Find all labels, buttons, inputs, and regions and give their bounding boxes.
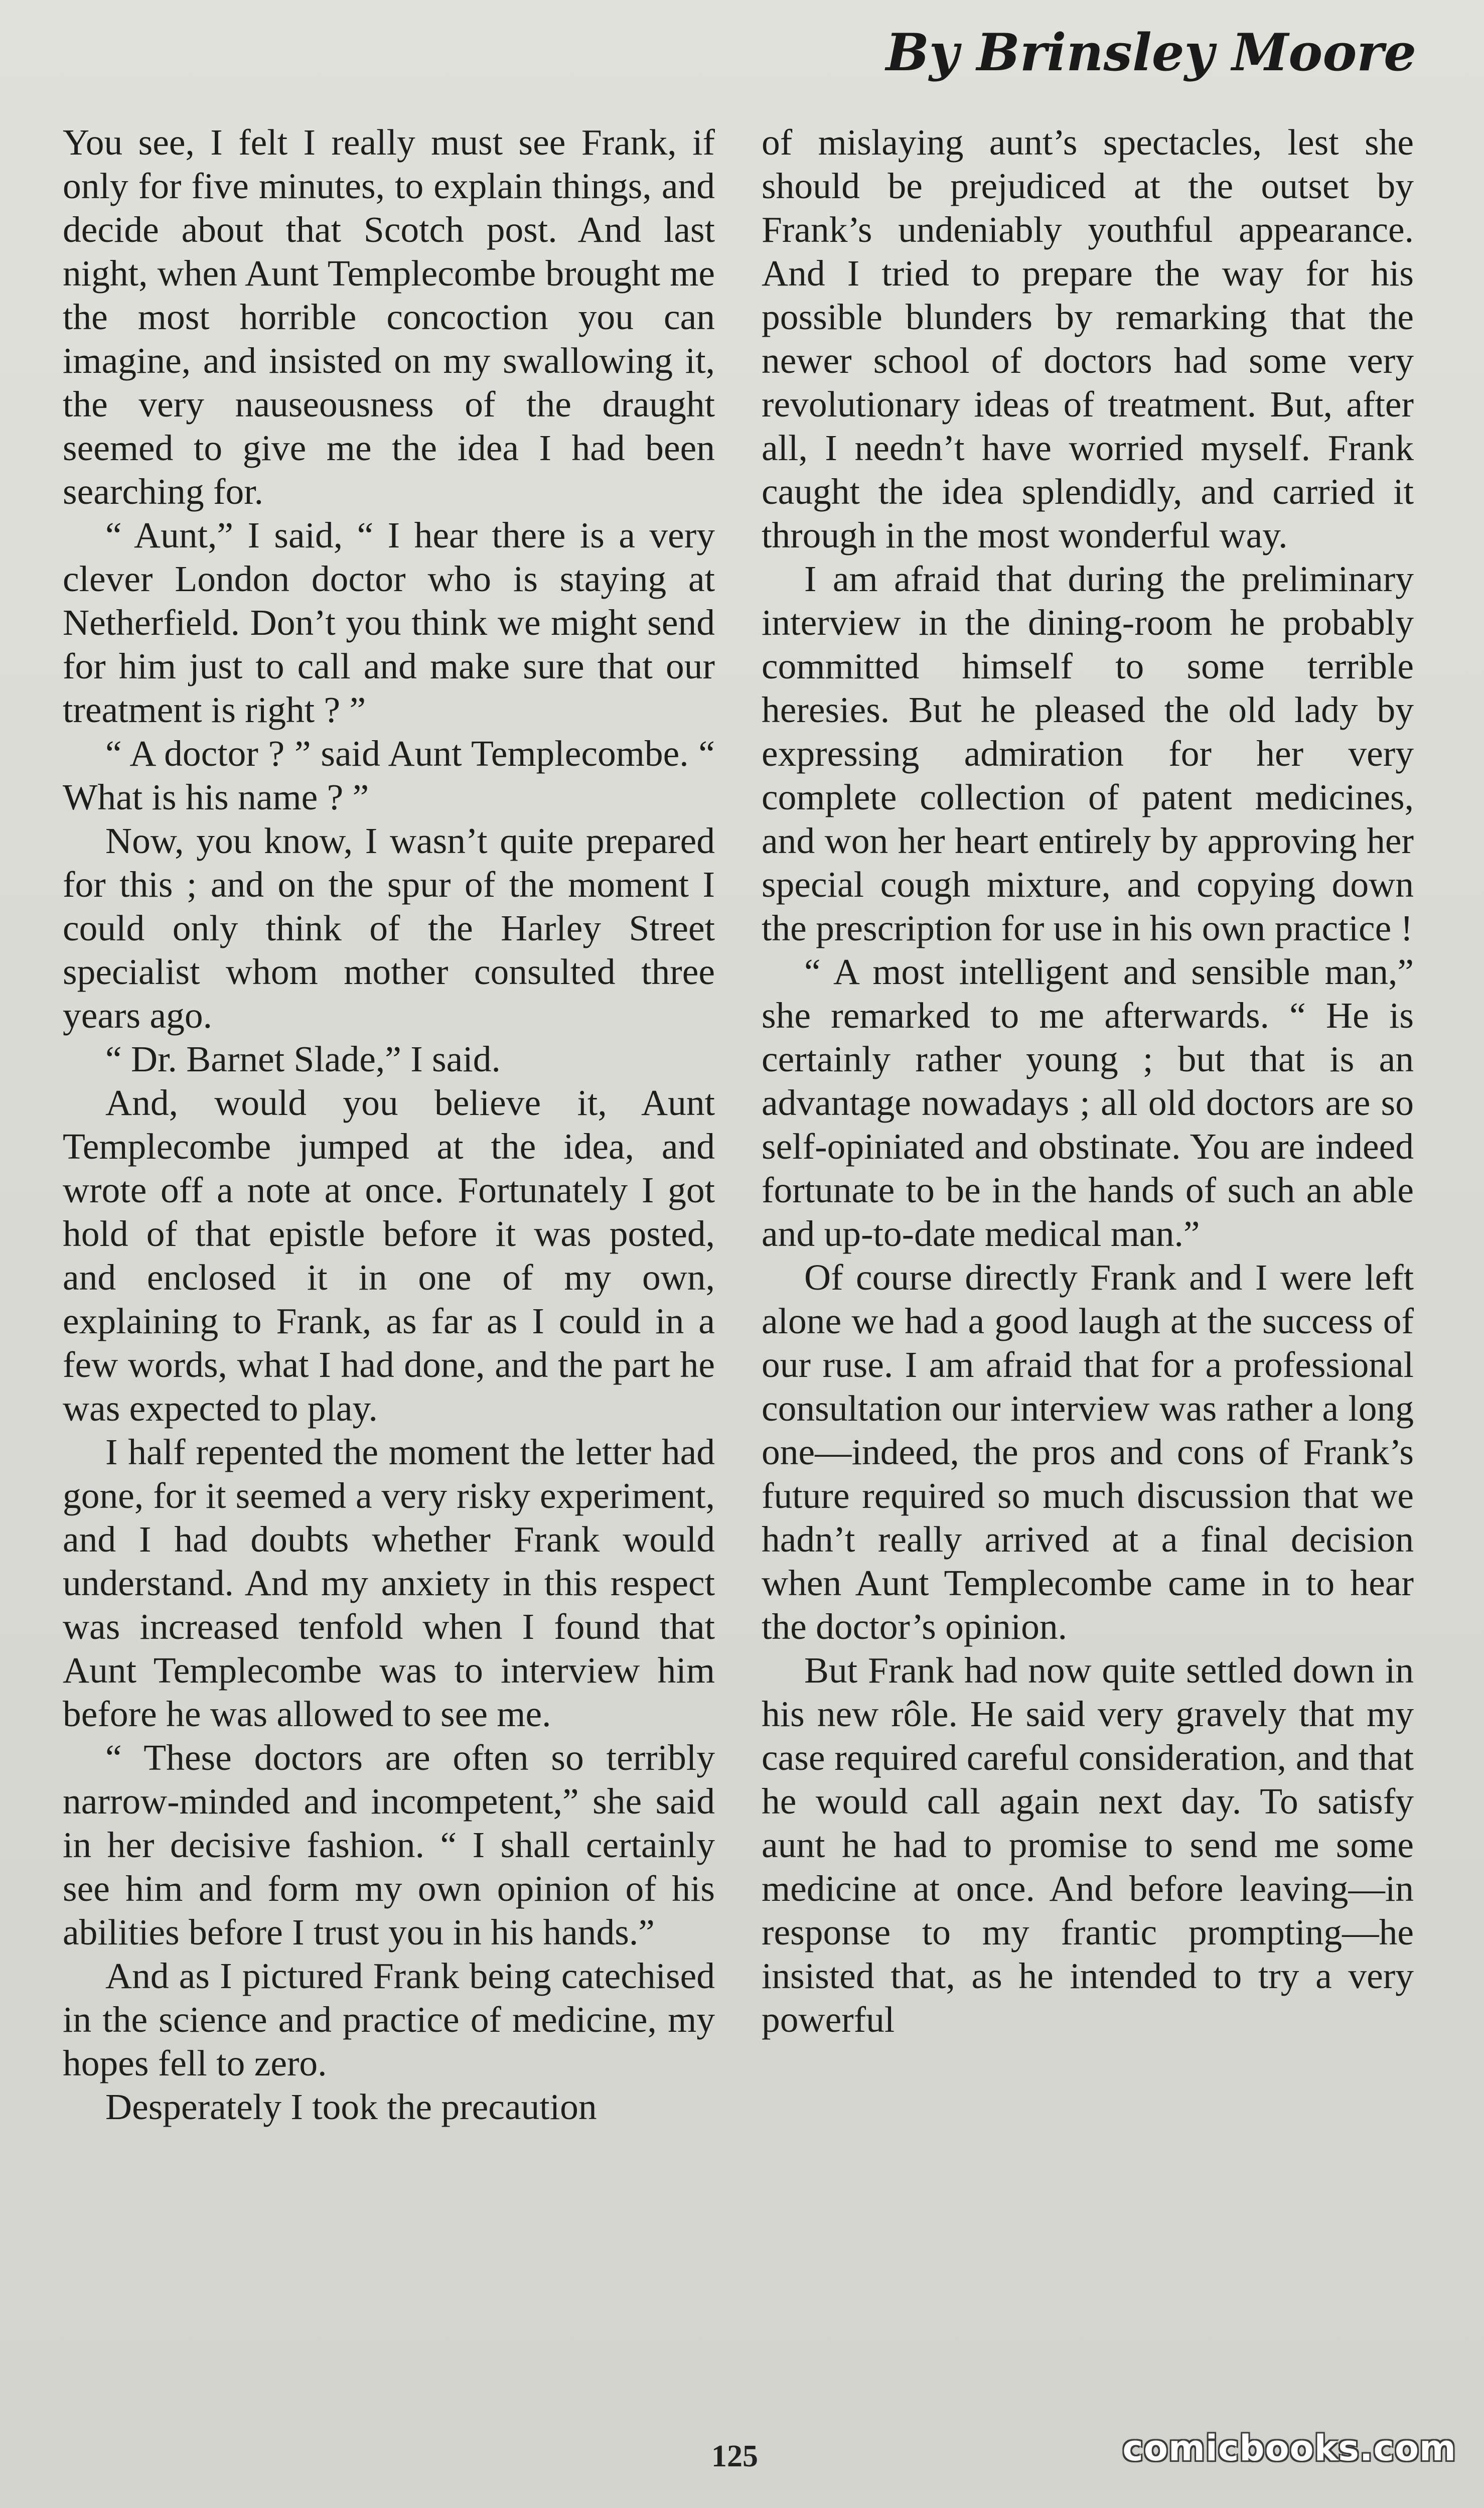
paragraph: “ A most intelligent and sensible man,” she remarked to me afterwards. “ He is certainly rather young ; but that is an advantage nowadays ; all old doctors are so self-opiniated and obstinate. You are indeed fortunate to be in the hands of such an able and up-to-date medical man.” [762,951,1414,1254]
paragraph: And as I pictured Frank being catechised in the science and practice of medicine, my hopes fell to zero. [63,1956,715,2083]
paragraph: I half repented the moment the letter had gone, for it seemed a very risky experiment, and I had doubts whether Frank would understand. And my anxiety in this respect was increased tenfold when I found that Aunt Templecombe was to interview him before he was allowed to see me. [63,1432,715,1734]
left-text-column [63,120,715,2409]
paragraph: Desperately I took the precaution [105,2086,597,2127]
paragraph: And, would you believe it, Aunt Templecombe jumped at the idea, and wrote off a note at once. Fortunately I got hold of that epistle before it was posted, and enclosed it in one of my own, explaining to Frank, as far as I could in a few words, what I had done, and the part he was expected to play. [63,1082,715,1429]
paragraph: But Frank had now quite settled down in his new rôle. He said very gravely that my case required careful consideration, and that he would call again next day. To satisfy aunt he had to promise to send me some medicine at once. And before leaving—in response to my frantic prompting—he insisted that, as he intended to try a very powerful [762,1650,1414,2040]
right-text-column [762,120,1414,2409]
paragraph: of mislaying aunt’s spectacles, lest she should be prejudiced at the outset by Frank’s undeniably youthful appearance. And I tried to prepare the way for his possible blunders by remarking that the newer school of doctors had some very revolutionary ideas of treatment. But, after all, I needn’t have worried myself. Frank caught the idea splendidly, and carried it through in the most wonderful way. [762,122,1414,555]
paragraph: Of course directly Frank and I were left alone we had a good laugh at the success of our ruse. I am afraid that for a professional consultation our interview was rather a long one—indeed, the pros and cons of Frank’s future required so much discussion that we hadn’t really arrived at a final decision when Aunt Templecombe came in to hear the doctor’s opinion. [762,1257,1414,1647]
watermark: comicbooks.com [1122,2428,1456,2469]
paragraph: Now, you know, I wasn’t quite prepared for this ; and on the spur of the moment I could only think of the Harley Street specialist whom mother consulted three years ago. [63,820,715,1036]
page-number: 125 [711,2439,758,2473]
author-byline: By Brinsley Moore [885,23,1416,83]
paragraph: “ Aunt,” I said, “ I hear there is a very clever London doctor who is staying at Netherfield. Don’t you think we might send for him just to call and make sure that our treatment is right ? ” [63,515,715,730]
paragraph: “ These doctors are often so terribly narrow-minded and incompetent,” she said in her decisive fashion. “ I shall certainly see him and form my own opinion of his abilities before I trust you in his hands.” [63,1737,715,1953]
paragraph: “ A doctor ? ” said Aunt Templecombe. “ What is his name ? ” [63,733,715,817]
paragraph: You see, I felt I really must see Frank, if only for five minutes, to explain things, and decide about that Scotch post. And last night, when Aunt Templecombe brought me the most horrible concoction you can imagine, and insisted on my swallowing it, the very nauseousness of the draught seemed to give me the idea I had been searching for. [63,122,715,512]
paragraph: “ Dr. Barnet Slade,” I said. [105,1039,501,1079]
paragraph: I am afraid that during the preliminary interview in the dining-room he probably committed himself to some terrible heresies. But he pleased the old lady by expressing admiration for her very complete collection of patent medicines, and won her heart entirely by approving her special cough mixture, and copying down the prescription for use in his own practice ! [762,559,1414,948]
